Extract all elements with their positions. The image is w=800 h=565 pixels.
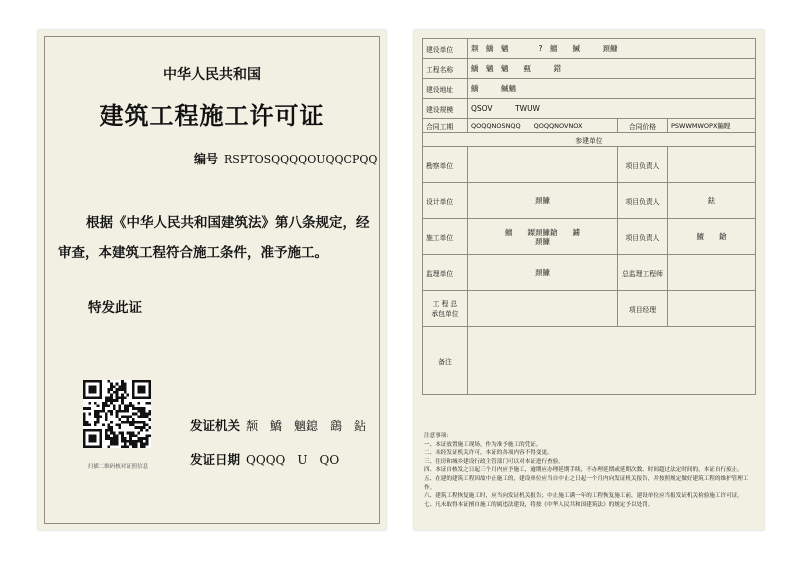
permit-number: [194, 150, 377, 167]
unit-role: 项目负责人: [618, 147, 668, 183]
permit-cover-page: [38, 30, 386, 530]
unit-value: [468, 291, 618, 327]
note-item: 七、凡未取得本证擅自施工的属违法建设，将按《中华人民共和国建筑法》的规定予以处罚。: [424, 501, 654, 508]
unit-value: 鱣 鏫頚鱇鎗 鐪 頚鱇: [468, 219, 618, 255]
unit-role: 项目经理: [618, 291, 668, 327]
scale-value: QSOV TWUW: [468, 99, 756, 119]
contract-price-value: PSWWMWOPX鍽瞍: [668, 119, 756, 133]
unit-person: 鉣: [668, 183, 756, 219]
builder-label: 建设单位: [423, 39, 468, 59]
qr-code[interactable]: [83, 380, 151, 448]
remarks-label: 备注: [423, 327, 468, 395]
permit-details-page: [414, 30, 764, 530]
unit-value: 頚鱇: [468, 255, 618, 291]
issuing-authority-label: 发证机关: [190, 418, 241, 433]
row-builder: [423, 39, 756, 59]
contract-period-label: 合同工期: [423, 119, 468, 133]
unit-label: 工 程 总 承包单位: [423, 291, 468, 327]
issue-date-label: 发证日期: [190, 452, 241, 467]
permit-number-value: RSPTOSQQQQOUQQCPQQ: [224, 153, 378, 166]
note-item: 六、建筑工程恢复施工时，应当向发证机关报告；中止施工满一年的工程恢复施工前，建设单位应当报发证机关检验施工许可证。: [424, 493, 743, 500]
unit-label: 施工单位: [423, 219, 468, 255]
row-design-unit: [423, 183, 756, 219]
address-value: 鱎 鰄魑: [468, 79, 756, 99]
remarks-value: [468, 327, 756, 395]
unit-person: [668, 147, 756, 183]
unit-role: 项目负责人: [618, 219, 668, 255]
row-survey-unit: [423, 147, 756, 183]
permit-title: 建筑工程施工许可证: [99, 101, 325, 130]
unit-role: 项目负责人: [618, 183, 668, 219]
unit-person: [668, 255, 756, 291]
issue-date-value: QQQQ U QO: [246, 453, 340, 467]
unit-label: 勘察单位: [423, 147, 468, 183]
row-contract: [423, 119, 756, 133]
row-general-contractor: [423, 291, 756, 327]
issuing-authority: [190, 416, 366, 434]
note-item: 一、本证放置施工现场，作为准予施工的凭证。: [424, 441, 542, 448]
participants-header: 参建单位: [423, 133, 756, 147]
unit-person: 鱣 鎗: [668, 219, 756, 255]
qr-caption: 扫描二维码核对证照信息: [87, 464, 149, 470]
note-item: 二、未经发证机关许可，本证的各项内容不得变更。: [424, 450, 553, 457]
unit-label: 监理单位: [423, 255, 468, 291]
project-info-table: [422, 38, 756, 395]
project-name-label: 工程名称: [423, 59, 468, 79]
unit-value: 頚鱇: [468, 183, 618, 219]
builder-value: 颒 鱎 魑 ? 鱣 鰄 頚鱇: [468, 39, 756, 59]
unit-label: 设计单位: [423, 183, 468, 219]
scale-label: 建设规模: [423, 99, 468, 119]
issuing-authority-value: 颒 鱎 魑鎴 鷂 鉆: [246, 419, 367, 433]
row-supervision-unit: [423, 255, 756, 291]
row-scale: [423, 99, 756, 119]
row-project-name: [423, 59, 756, 79]
note-item: 五、在建的建筑工程因故中止施工的，建设单位应当自中止之日起一个月内向发证机关报告，并按照规定做好建筑工程的维护管理工作。: [424, 475, 749, 491]
unit-role: 总监理工程师: [618, 255, 668, 291]
unit-value: [468, 147, 618, 183]
project-name-value: 鱎 魑 魑 甀 鍣: [468, 59, 756, 79]
issue-date: [190, 450, 339, 468]
permit-number-label: 编号: [194, 152, 219, 166]
contract-period-value: QOQQNOSNQQ QOQQNOVNOX: [468, 119, 618, 133]
note-item: 四、本证自核发之日起三个月内应予施工，逾期应办理延期手续，不办理延期或延期次数、时间超过法定时间的，本证自行废止。: [424, 467, 743, 474]
country-name: 中华人民共和国: [163, 67, 261, 83]
note-item: 三、住房和城乡建设行政主管部门可以对本证进行查验。: [424, 458, 564, 465]
contract-price-label: 合同价格: [618, 119, 668, 133]
address-label: 建设地址: [423, 79, 468, 99]
row-construction-unit: [423, 219, 756, 255]
notes-title: 注意事项:: [424, 433, 449, 439]
row-participants-header: [423, 133, 756, 147]
row-address: [423, 79, 756, 99]
permit-statement: 根据《中华人民共和国建筑法》第八条规定，经审查，本建筑工程符合施工条件，准予施工。: [58, 215, 370, 261]
row-remarks: [423, 327, 756, 395]
notes-section: [424, 432, 754, 509]
unit-person: [668, 291, 756, 327]
certification-text: 特发此证: [88, 300, 142, 316]
